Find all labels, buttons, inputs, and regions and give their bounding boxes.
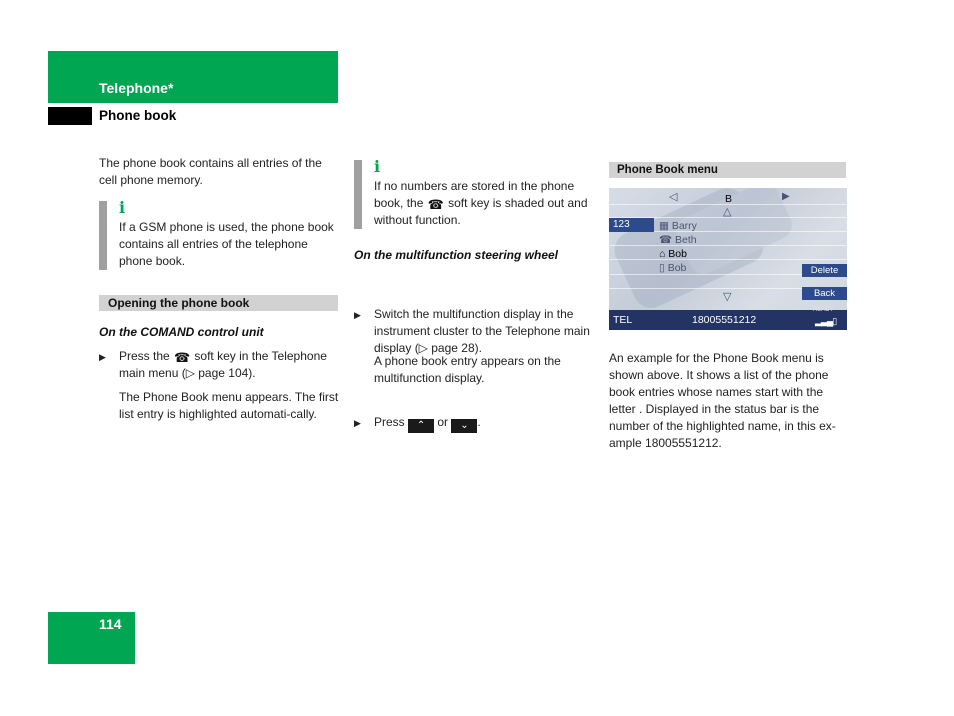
business-phone-icon: ▦ <box>659 220 669 232</box>
signal-strength-icon: ▂▃▄▯ <box>815 316 837 326</box>
step-press-softkey <box>99 348 339 382</box>
figure-title-bar: Phone Book menu <box>609 162 846 178</box>
group-tab[interactable]: 123 <box>609 218 654 232</box>
list-item[interactable]: ▦ Barry <box>659 220 697 232</box>
note-text <box>374 178 589 229</box>
bullet-icon: ▶ <box>354 418 361 428</box>
phone-book-screen <box>609 188 847 330</box>
section-bar-opening: Opening the phone book <box>99 295 338 311</box>
step-text-post: . <box>477 415 481 429</box>
status-bar <box>609 307 847 330</box>
next-letter-arrow-icon[interactable]: ▶ <box>782 191 790 202</box>
step-text-pre: Press <box>374 415 405 429</box>
phonebook-softkey-icon: ☎ <box>173 350 191 365</box>
status-label: TEL <box>613 314 633 326</box>
prev-letter-arrow-icon[interactable]: ◁ <box>669 191 678 203</box>
bullet-icon: ▶ <box>99 352 106 362</box>
bullet-icon: ▶ <box>354 310 361 320</box>
note-box-gsm <box>99 198 339 270</box>
note-box-empty <box>354 157 589 229</box>
step-text: Switch the multifunction display in the instrument cluster to the Telephone main display (▷ page 28). <box>374 307 590 355</box>
subsection-marker <box>48 107 92 125</box>
step-press-buttons <box>354 414 594 433</box>
home-icon: ⌂ <box>659 248 666 260</box>
ready-indicator: READY <box>813 307 834 313</box>
note-text-post: soft key is shaded out and without function. <box>374 196 588 227</box>
section-title: Telephone* <box>99 80 174 96</box>
info-icon: i <box>374 157 381 176</box>
back-button[interactable]: Back <box>802 287 847 300</box>
result-text: A phone book entry appears on the multifunction display. <box>374 354 561 385</box>
scroll-down-arrow-icon[interactable]: ▽ <box>723 291 732 303</box>
figure-caption: An example for the Phone Book menu is shown above. It shows a list of the phone book entries whose names start with the letter . Displayed in the status bar is the number of the highlighted name, in this ex-ample 18005551212. <box>609 351 836 450</box>
mobile-phone-icon: ▯ <box>659 262 665 274</box>
intro-paragraph: The phone book contains all entries of the cell phone memory. <box>99 156 322 187</box>
subsection-title: Phone book <box>99 108 177 123</box>
subheading-comand: On the COMAND control unit <box>99 325 264 339</box>
page-number: 114 <box>99 616 122 632</box>
up-button-icon: ⌃ <box>408 419 434 433</box>
step-text-pre: Press the <box>119 349 170 363</box>
step-switch-display <box>354 306 594 357</box>
list-item[interactable]: ☎ Beth <box>659 234 697 246</box>
down-button-icon: ⌄ <box>451 419 477 433</box>
header-band <box>48 51 338 103</box>
phone-icon: ☎ <box>659 234 673 246</box>
list-item[interactable]: ▯ Bob <box>659 262 687 274</box>
highlighted-number: 18005551212 <box>692 314 757 326</box>
result-text: The Phone Book menu appears. The first list entry is highlighted automati-cally. <box>119 390 339 421</box>
subheading-steering: On the multifunction steering wheel <box>354 248 559 262</box>
list-item-highlighted[interactable]: ⌂ Bob <box>659 248 687 260</box>
step-text-post: soft key in the Telephone main menu (▷ page 104). <box>119 349 327 380</box>
info-icon: i <box>119 198 126 217</box>
step-text-or: or <box>437 415 449 429</box>
note-text-pre: If no numbers are stored in the phone book, the <box>374 179 575 210</box>
phonebook-softkey-icon: ☎ <box>427 197 444 212</box>
note-text: If a GSM phone is used, the phone book contains all entries of the telephone phone book. <box>119 220 334 268</box>
delete-button[interactable]: Delete <box>802 264 847 277</box>
scroll-up-arrow-icon[interactable]: △ <box>723 206 732 218</box>
selected-letter: B <box>725 193 733 205</box>
